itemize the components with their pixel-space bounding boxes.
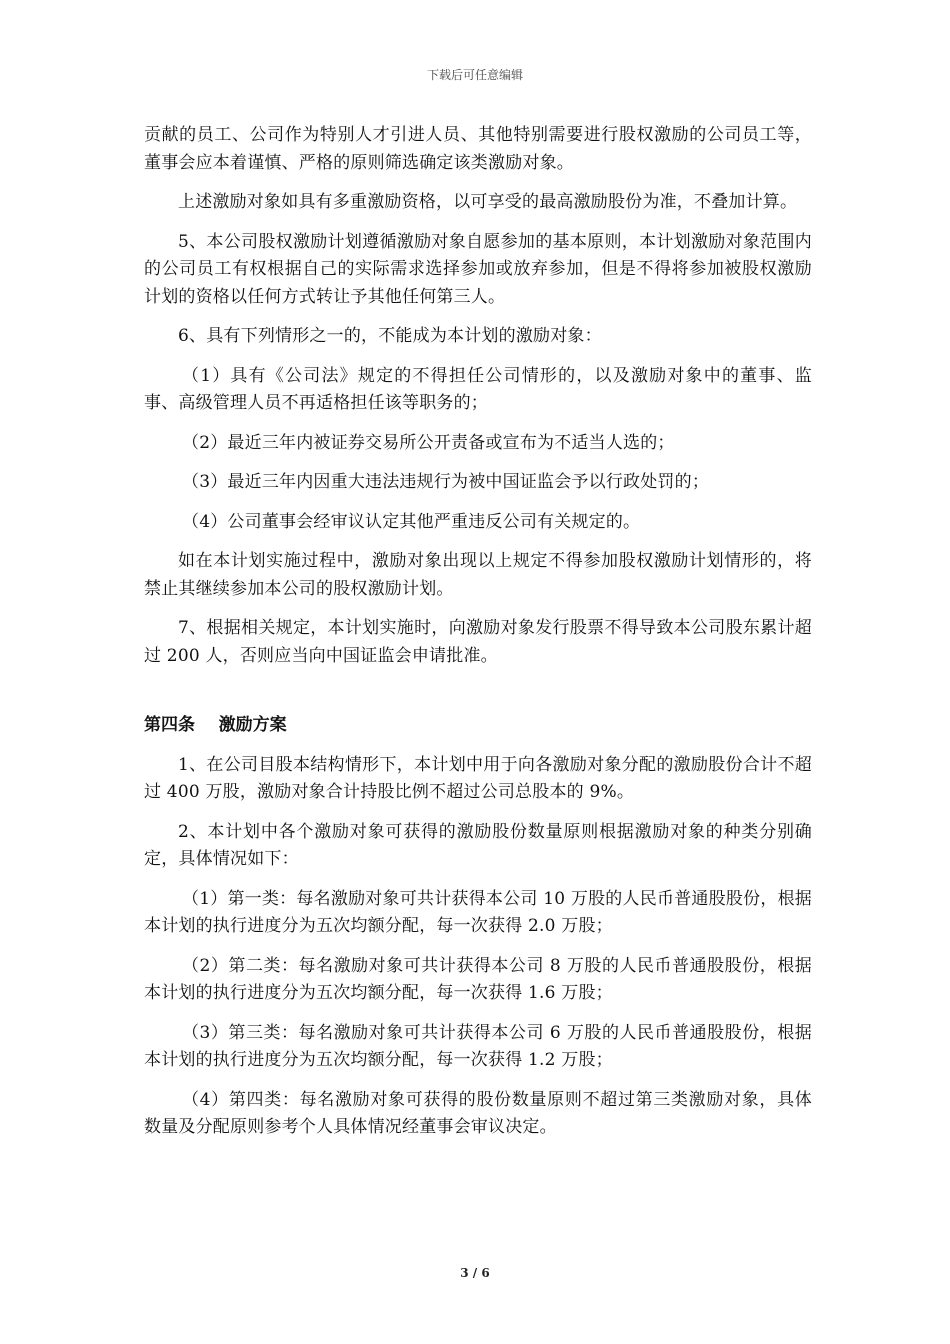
page-number: 3 / 6 bbox=[460, 1266, 490, 1280]
paragraph-item-1: 1、在公司目股本结构情形下，本计划中用于向各激励对象分配的激励股份合计不超过 400 万股，激励对象合计持股比例不超过公司总股本的 9%。 bbox=[144, 754, 812, 802]
sub-item-2: （2）最近三年内被证券交易所公开责备或宣布为不适当人选的； bbox=[182, 432, 675, 453]
sub-item-3: （3）第三类：每名激励对象可共计获得本公司 6 万股的人民币普通股股份，根据本计划的执行进度分为五次均额分配，每一次获得 1.2 万股； bbox=[144, 1022, 812, 1070]
sub-item-1: （1）第一类：每名激励对象可共计获得本公司 10 万股的人民币普通股股份，根据本计划的执行进度分为五次均额分配，每一次获得 2.0 万股； bbox=[144, 888, 812, 936]
sub-item-3: （3）最近三年内因重大违法违规行为被中国证监会予以行政处罚的； bbox=[182, 472, 710, 492]
section-heading: 第四条 激励方案 bbox=[144, 715, 287, 735]
document-body bbox=[144, 122, 812, 1154]
paragraph: 上述激励对象如具有多重激励资格，以可享受的最高激励股份为准，不叠加计算。 bbox=[178, 192, 798, 212]
paragraph-continuation: 贡献的员工、公司作为特别人才引进人员、其他特别需要进行股权激励的公司员工等，董事会应本着谨慎、严格的原则筛选确定该类激励对象。 bbox=[144, 125, 812, 173]
sub-item-4: （4）第四类：每名激励对象可获得的股份数量原则不超过第三类激励对象，具体数量及分配原则参考个人具体情况经董事会审议决定。 bbox=[144, 1089, 812, 1137]
paragraph-item-5: 5、本公司股权激励计划遵循激励对象自愿参加的基本原则，本计划激励对象范围内的公司员工有权根据自己的实际需求选择参加或放弃参加，但是不得将参加被股权激励计划的资格以任何方式转让予其他任何第三人。 bbox=[144, 231, 812, 307]
paragraph-item-7: 7、根据相关规定，本计划实施时，向激励对象发行股票不得导致本公司股东累计超过 200 人，否则应当向中国证监会申请批准。 bbox=[144, 618, 812, 666]
paragraph: 如在本计划实施过程中，激励对象出现以上规定不得参加股权激励计划情形的，将禁止其继续参加本公司的股权激励计划。 bbox=[144, 551, 812, 599]
sub-item-1: （1）具有《公司法》规定的不得担任公司情形的，以及激励对象中的董事、监事、高级管理人员不再适格担任该等职务的； bbox=[144, 365, 812, 413]
paragraph-item-2: 2、本计划中各个激励对象可获得的激励股份数量原则根据激励对象的种类分别确定，具体情况如下： bbox=[144, 821, 812, 869]
sub-item-4: （4）公司董事会经审议认定其他严重违反公司有关规定的。 bbox=[182, 511, 641, 532]
sub-item-2: （2）第二类：每名激励对象可共计获得本公司 8 万股的人民币普通股股份，根据本计划的执行进度分为五次均额分配，每一次获得 1.6 万股； bbox=[144, 955, 812, 1003]
paragraph-item-6: 6、具有下列情形之一的，不能成为本计划的激励对象： bbox=[178, 326, 602, 346]
page-header: 下载后可任意编辑 bbox=[426, 68, 523, 82]
